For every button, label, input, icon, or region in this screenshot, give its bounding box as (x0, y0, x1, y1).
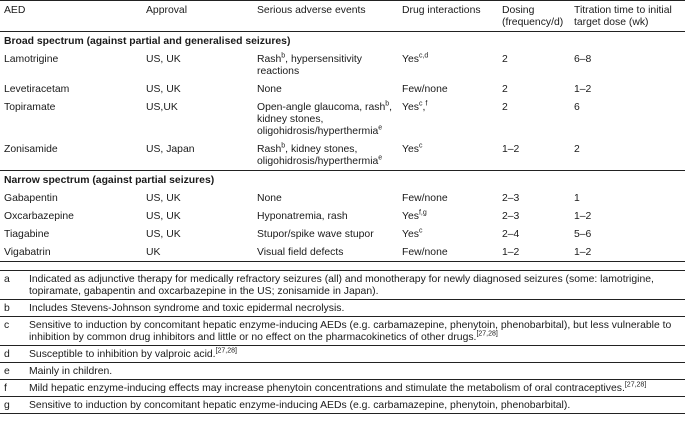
cell-approval: US,UK (146, 102, 178, 113)
header-adverse-events: Serious adverse events (257, 5, 366, 16)
table-row (0, 98, 685, 140)
footnote-row (0, 363, 685, 380)
section-title: Broad spectrum (against partial and generalised seizures) (4, 36, 291, 47)
footnote-text (25, 300, 685, 317)
cell-text: Stupor/spike wave stupor (257, 229, 374, 240)
table-row (0, 207, 685, 225)
section-header-row (0, 32, 685, 51)
cell-titration: 1–2 (574, 84, 592, 95)
table-row (0, 189, 685, 207)
cell-aed: Gabapentin (4, 193, 58, 204)
cell-dosing: 2–4 (502, 229, 520, 240)
cell-text: , hypersensitivity reactions (257, 54, 362, 77)
cell-dosing: 1–2 (502, 144, 520, 155)
footnote-row (0, 380, 685, 397)
cell-drug-interactions (398, 98, 498, 140)
footnote-text (25, 317, 685, 346)
cell-text: Susceptible to inhibition by valproic acid. (29, 349, 216, 360)
table-row (0, 140, 685, 171)
table-row (0, 243, 685, 262)
footnote-text (25, 271, 685, 300)
cell-aed: Oxcarbazepine (4, 211, 74, 222)
section-header-row (0, 171, 685, 190)
cell-titration: 1–2 (574, 211, 592, 222)
cell-text: , kidney stones, oligohidrosis/hyperthermia (257, 102, 393, 137)
table-row (0, 80, 685, 98)
footnotes-body (0, 271, 685, 414)
superscript-marker: f,g (418, 209, 427, 217)
cell-text: Yes (402, 211, 419, 222)
cell-approval: UK (142, 243, 253, 262)
cell-text: Few/none (402, 193, 448, 204)
superscript-marker: [27,28] (476, 330, 498, 338)
footnote-key: d (4, 349, 10, 360)
cell-aed: Levetiracetam (4, 84, 70, 95)
cell-drug-interactions (398, 80, 498, 98)
superscript-marker: [27,28] (624, 381, 647, 389)
header-aed: AED (4, 5, 26, 16)
cell-drug-interactions (398, 207, 498, 225)
cell-titration: 1–2 (570, 243, 685, 262)
cell-text: Includes Stevens-Johnson syndrome and toxic epidermal necrolysis. (29, 303, 345, 314)
cell-dosing: 2–3 (502, 211, 520, 222)
footnote-text (25, 380, 685, 397)
cell-adverse-events (253, 225, 398, 243)
cell-text: Few/none (402, 84, 448, 95)
table-row (0, 50, 685, 80)
cell-dosing: 2–3 (502, 193, 520, 204)
cell-adverse-events (253, 189, 398, 207)
footnotes-table (0, 270, 685, 414)
cell-titration: 6 (574, 102, 580, 113)
cell-adverse-events (253, 140, 398, 171)
cell-text: Yes (402, 144, 419, 155)
superscript-marker: b (281, 52, 286, 60)
cell-dosing: 2 (502, 54, 508, 65)
footnote-key: c (4, 320, 10, 331)
header-titration: Titration time to initial target dose (wk) (574, 5, 672, 28)
cell-approval: US, UK (146, 229, 181, 240)
table-body (0, 32, 685, 262)
cell-text: Yes (402, 54, 419, 65)
footnote-key: a (4, 274, 10, 285)
footnote-row (0, 397, 685, 414)
superscript-marker: c (418, 227, 423, 235)
footnote-key: b (4, 303, 10, 314)
superscript-marker: e (378, 154, 383, 162)
cell-titration: 5–6 (574, 229, 592, 240)
cell-adverse-events (253, 207, 398, 225)
cell-text: Sensitive to induction by concomitant hepatic enzyme-inducing AEDs (e.g. carbamazepine, phenytoin, phenobarbital). (29, 400, 571, 411)
cell-titration: 6–8 (574, 54, 592, 65)
cell-drug-interactions (398, 225, 498, 243)
cell-adverse-events (253, 50, 398, 80)
cell-titration: 2 (574, 144, 580, 155)
footnote-text (25, 346, 685, 363)
superscript-marker: f (425, 100, 428, 108)
footnote-row (0, 346, 685, 363)
cell-drug-interactions (398, 140, 498, 171)
cell-aed: Vigabatrin (0, 243, 142, 262)
cell-text: Sensitive to induction by concomitant hepatic enzyme-inducing AEDs (e.g. carbamazepine, phenytoin, phenobarbital), but less vulnerable to inhibition by common drug inhibitors and little or no effect on the pharmacokinetics of other drugs. (29, 320, 672, 343)
cell-approval: US, UK (146, 211, 181, 222)
cell-text: , (422, 102, 426, 113)
cell-text: Visual field defects (257, 247, 344, 258)
cell-aed: Lamotrigine (4, 54, 59, 65)
cell-text: Mainly in children. (29, 366, 113, 377)
cell-aed: Zonisamide (4, 144, 58, 155)
table-header-row (0, 1, 685, 32)
cell-aed: Tiagabine (4, 229, 50, 240)
section-title: Narrow spectrum (against partial seizures) (0, 171, 685, 190)
footnote-row (0, 317, 685, 346)
cell-aed: Topiramate (4, 102, 56, 113)
cell-approval: US, UK (146, 54, 181, 65)
superscript-marker: [27,28] (215, 347, 237, 355)
footnote-row (0, 300, 685, 317)
cell-dosing: 1–2 (498, 243, 570, 262)
header-drug-interactions: Drug interactions (402, 5, 481, 16)
footnote-row (0, 271, 685, 300)
cell-drug-interactions (398, 189, 498, 207)
cell-dosing: 2 (502, 84, 508, 95)
superscript-marker: c (418, 142, 423, 150)
footnote-key: e (4, 366, 10, 377)
cell-approval: US, UK (146, 84, 181, 95)
table-row (0, 225, 685, 243)
cell-text: Hyponatremia, rash (257, 211, 348, 222)
superscript-marker: c (418, 100, 423, 108)
cell-adverse-events (253, 80, 398, 98)
cell-text: Few/none (402, 247, 448, 258)
footnote-text (25, 397, 685, 414)
cell-adverse-events (253, 243, 398, 262)
cell-titration: 1 (574, 193, 580, 204)
cell-text: None (257, 84, 282, 95)
header-approval: Approval (146, 5, 188, 16)
cell-drug-interactions (398, 50, 498, 80)
cell-drug-interactions (398, 243, 498, 262)
superscript-marker: b (385, 100, 390, 108)
cell-text: , kidney stones, oligohidrosis/hyperthermia (257, 144, 379, 167)
superscript-marker: b (281, 142, 286, 150)
cell-approval: US, Japan (146, 144, 195, 155)
cell-text: Rash (257, 144, 282, 155)
cell-text: Open-angle glaucoma, rash (257, 102, 386, 113)
superscript-marker: c,d (418, 52, 429, 60)
footnote-key: g (4, 400, 10, 411)
cell-approval: US, UK (146, 193, 181, 204)
superscript-marker: e (378, 124, 383, 132)
footnote-key: f (4, 383, 7, 394)
cell-text: Yes (402, 102, 419, 113)
cell-text: Mild hepatic enzyme-inducing effects may increase phenytoin concentrations and stimulate the metabolism of oral contraceptives. (29, 383, 625, 394)
cell-text: Yes (402, 229, 419, 240)
cell-text: Rash (257, 54, 282, 65)
footnote-text (25, 363, 685, 380)
cell-dosing: 2 (502, 102, 508, 113)
cell-text: Indicated as adjunctive therapy for medically refractory seizures (all) and monotherapy for newly diagnosed seizures (some: lamotrigine, topiramate, gabapentin and oxcarbazepine in the US; zonisamide in Japan). (29, 274, 654, 297)
header-dosing: Dosing (frequency/d) (502, 5, 564, 28)
cell-text: None (257, 193, 282, 204)
cell-adverse-events (253, 98, 398, 140)
